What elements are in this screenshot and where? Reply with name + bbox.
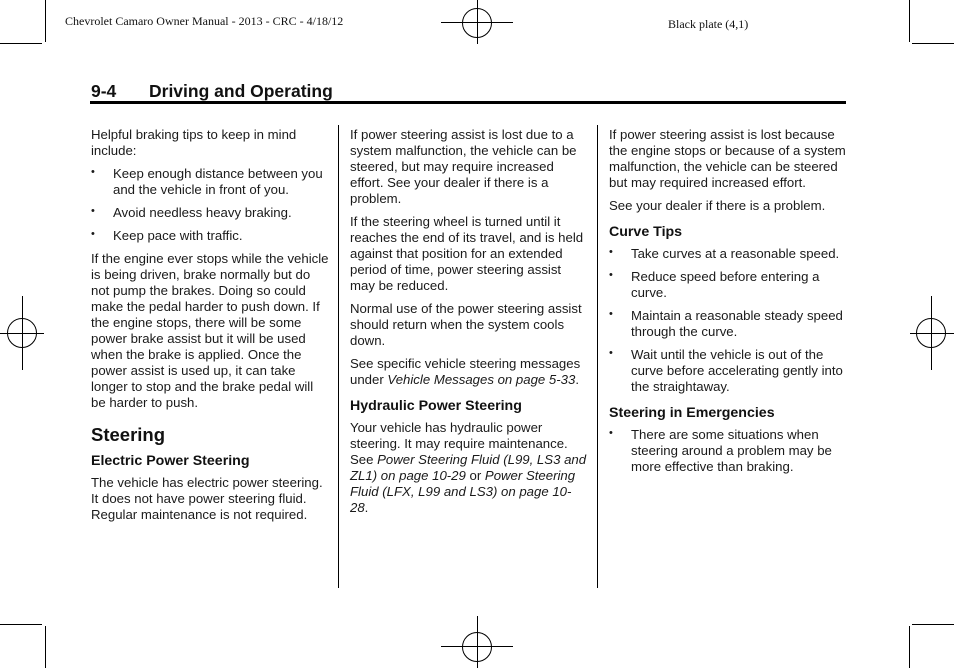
emergencies-heading: Steering in Emergencies — [609, 405, 775, 421]
hps-heading: Hydraulic Power Steering — [350, 398, 522, 414]
list-item: • There are some situations when steering around a problem may be more effective than braking. — [609, 427, 832, 474]
column-1 — [91, 127, 329, 530]
list-item: • Take curves at a reasonable speed. — [609, 246, 840, 261]
crop-mark-bottom-right-h — [912, 624, 954, 625]
crop-mark-bottom-left-h — [0, 624, 42, 625]
list-item: • Reduce speed before entering a curve. — [609, 269, 820, 300]
print-header-left: Chevrolet Camaro Owner Manual - 2013 - CRC - 4/18/12 — [65, 14, 344, 28]
bullet-icon: • — [609, 269, 613, 281]
assist-lost-paragraph: If power steering assist is lost due to a system malfunction, the vehicle can be steered, but may require increased effort. See your dealer if there is a problem. — [350, 127, 577, 206]
bullet-icon: • — [91, 205, 95, 217]
fluid-lfx-link[interactable]: Power Steering Fluid (LFX, L99 and LS3) on page 10-28 — [350, 468, 576, 515]
steering-heading: Steering — [91, 424, 166, 445]
crop-mark-top-right-v — [909, 0, 910, 42]
bullet-icon: • — [91, 228, 95, 240]
eps-heading: Electric Power Steering — [91, 453, 250, 469]
column-2 — [350, 127, 588, 523]
bullet-icon: • — [609, 347, 613, 359]
braking-tips-list — [91, 166, 329, 244]
braking-tips-intro: Helpful braking tips to keep in mind include: — [91, 127, 297, 158]
list-item: • Keep enough distance between you and the vehicle in front of you. — [91, 166, 323, 197]
crop-mark-bottom-right-v — [909, 626, 910, 668]
section-title — [91, 81, 333, 102]
engine-stops-paragraph: If power steering assist is lost because the engine stops or because of a system malfunction, the vehicle can be steered but may required increased effort. — [609, 127, 846, 190]
curve-tips-heading: Curve Tips — [609, 224, 683, 240]
crop-mark-top-left-h — [0, 43, 42, 44]
crop-mark-bottom-left-v — [45, 626, 46, 668]
list-item: • Wait until the vehicle is out of the curve before accelerating gently into the straightaway. — [609, 347, 843, 394]
wheel-end-travel-paragraph: If the steering wheel is turned until it reaches the end of its travel, and is held against that position for an extended period of time, power steering assist may be reduced. — [350, 214, 584, 293]
fluid-l99-link[interactable]: Power Steering Fluid (L99, LS3 and ZL1) on page 10-29 — [350, 452, 587, 483]
hps-paragraph: Your vehicle has hydraulic power steering. It may require maintenance. See Power Steering Fluid (L99, LS3 and ZL1) on page 10-29 or Power Steering Fluid (LFX, L99 and LS3) on page 10-28. — [350, 420, 587, 515]
eps-paragraph: The vehicle has electric power steering. It does not have power steering fluid. Regular maintenance is not required. — [91, 475, 323, 522]
emergencies-list — [609, 427, 847, 475]
engine-stop-paragraph: If the engine ever stops while the vehicle is being driven, brake normally but do not pump the brakes. Doing so could make the pedal harder to push down. If the engine stops, there will be some power brake assist but it will be used when the brake is applied. Once the power assist is used up, it can take longer to stop and the brake pedal will be harder to push. — [91, 251, 329, 410]
normal-use-paragraph: Normal use of the power steering assist should return when the system cools down. — [350, 301, 582, 348]
see-dealer-paragraph: See your dealer if there is a problem. — [609, 198, 826, 213]
bullet-icon: • — [609, 246, 613, 258]
vehicle-messages-link[interactable]: Vehicle Messages on page 5-33 — [387, 372, 576, 387]
section-number: 9-4 — [91, 81, 117, 101]
section-rule — [90, 101, 846, 104]
curve-tips-list — [609, 246, 847, 395]
vehicle-messages-paragraph: See specific vehicle steering messages under Vehicle Messages on page 5-33. — [350, 356, 581, 387]
crop-mark-top-left-v — [45, 0, 46, 42]
list-item: • Maintain a reasonable steady speed through the curve. — [609, 308, 843, 339]
print-header-right: Black plate (4,1) — [668, 17, 749, 31]
crop-mark-top-right-h — [912, 43, 954, 44]
bullet-icon: • — [609, 427, 613, 439]
section-name: Driving and Operating — [149, 81, 333, 101]
list-item: • Avoid needless heavy braking. — [91, 205, 292, 220]
column-3 — [609, 127, 847, 482]
column-divider-2 — [597, 125, 598, 588]
bullet-icon: • — [609, 308, 613, 320]
column-divider-1 — [338, 125, 339, 588]
bullet-icon: • — [91, 166, 95, 178]
list-item: • Keep pace with traffic. — [91, 228, 243, 243]
